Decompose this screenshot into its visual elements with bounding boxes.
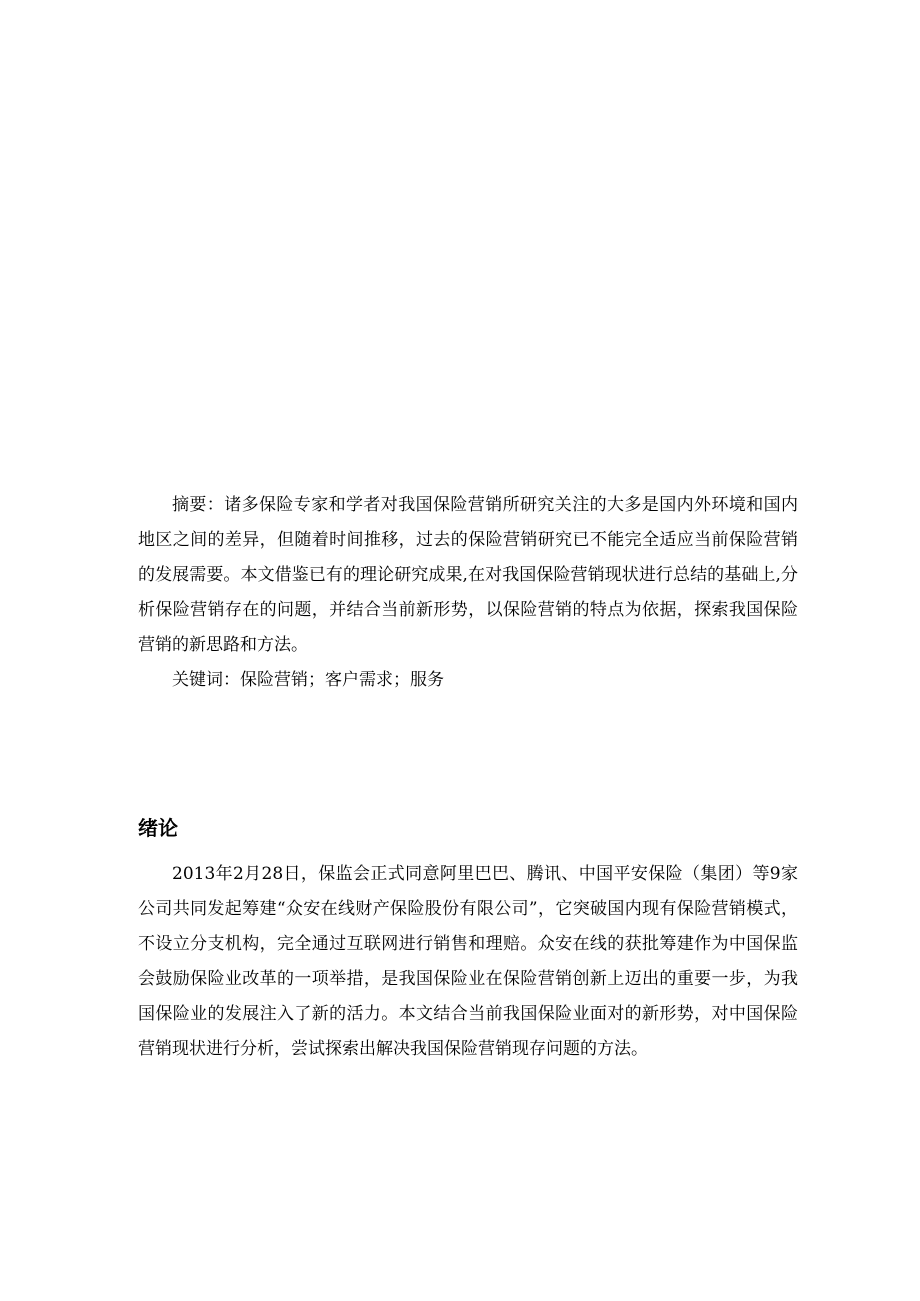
introduction-section (138, 857, 798, 1067)
abstract-section (138, 488, 798, 698)
keywords-line: 关键词：保险营销；客户需求；服务 (172, 670, 444, 690)
introduction-heading: 绪论 (138, 816, 178, 840)
abstract-paragraph: 摘要：诸多保险专家和学者对我国保险营销所研究关注的大多是国内外环境和国内地区之间的差异，但随着时间推移，过去的保险营销研究已不能完全适应当前保险营销的发展需要。本文借鉴已有的理论研究成果,在对我国保险营销现状进行总结的基础上,分析保险营销存在的问题，并结合当前新形势，以保险营销的特点为依据，探索我国保险营销的新思路和方法。 (138, 495, 798, 655)
introduction-paragraph: 2013年2月28日，保监会正式同意阿里巴巴、腾讯、中国平安保险（集团）等9家公司共同发起筹建“众安在线财产保险股份有限公司”，它突破国内现有保险营销模式，不设立分支机构，完全通过互联网进行销售和理赔。众安在线的获批筹建作为中国保监会鼓励保险业改革的一项举措，是我国保险业在保险营销创新上迈出的重要一步，为我国保险业的发展注入了新的活力。本文结合当前我国保险业面对的新形势，对中国保险营销现状进行分析，尝试探索出解决我国保险营销现存问题的方法。 (138, 864, 798, 1059)
